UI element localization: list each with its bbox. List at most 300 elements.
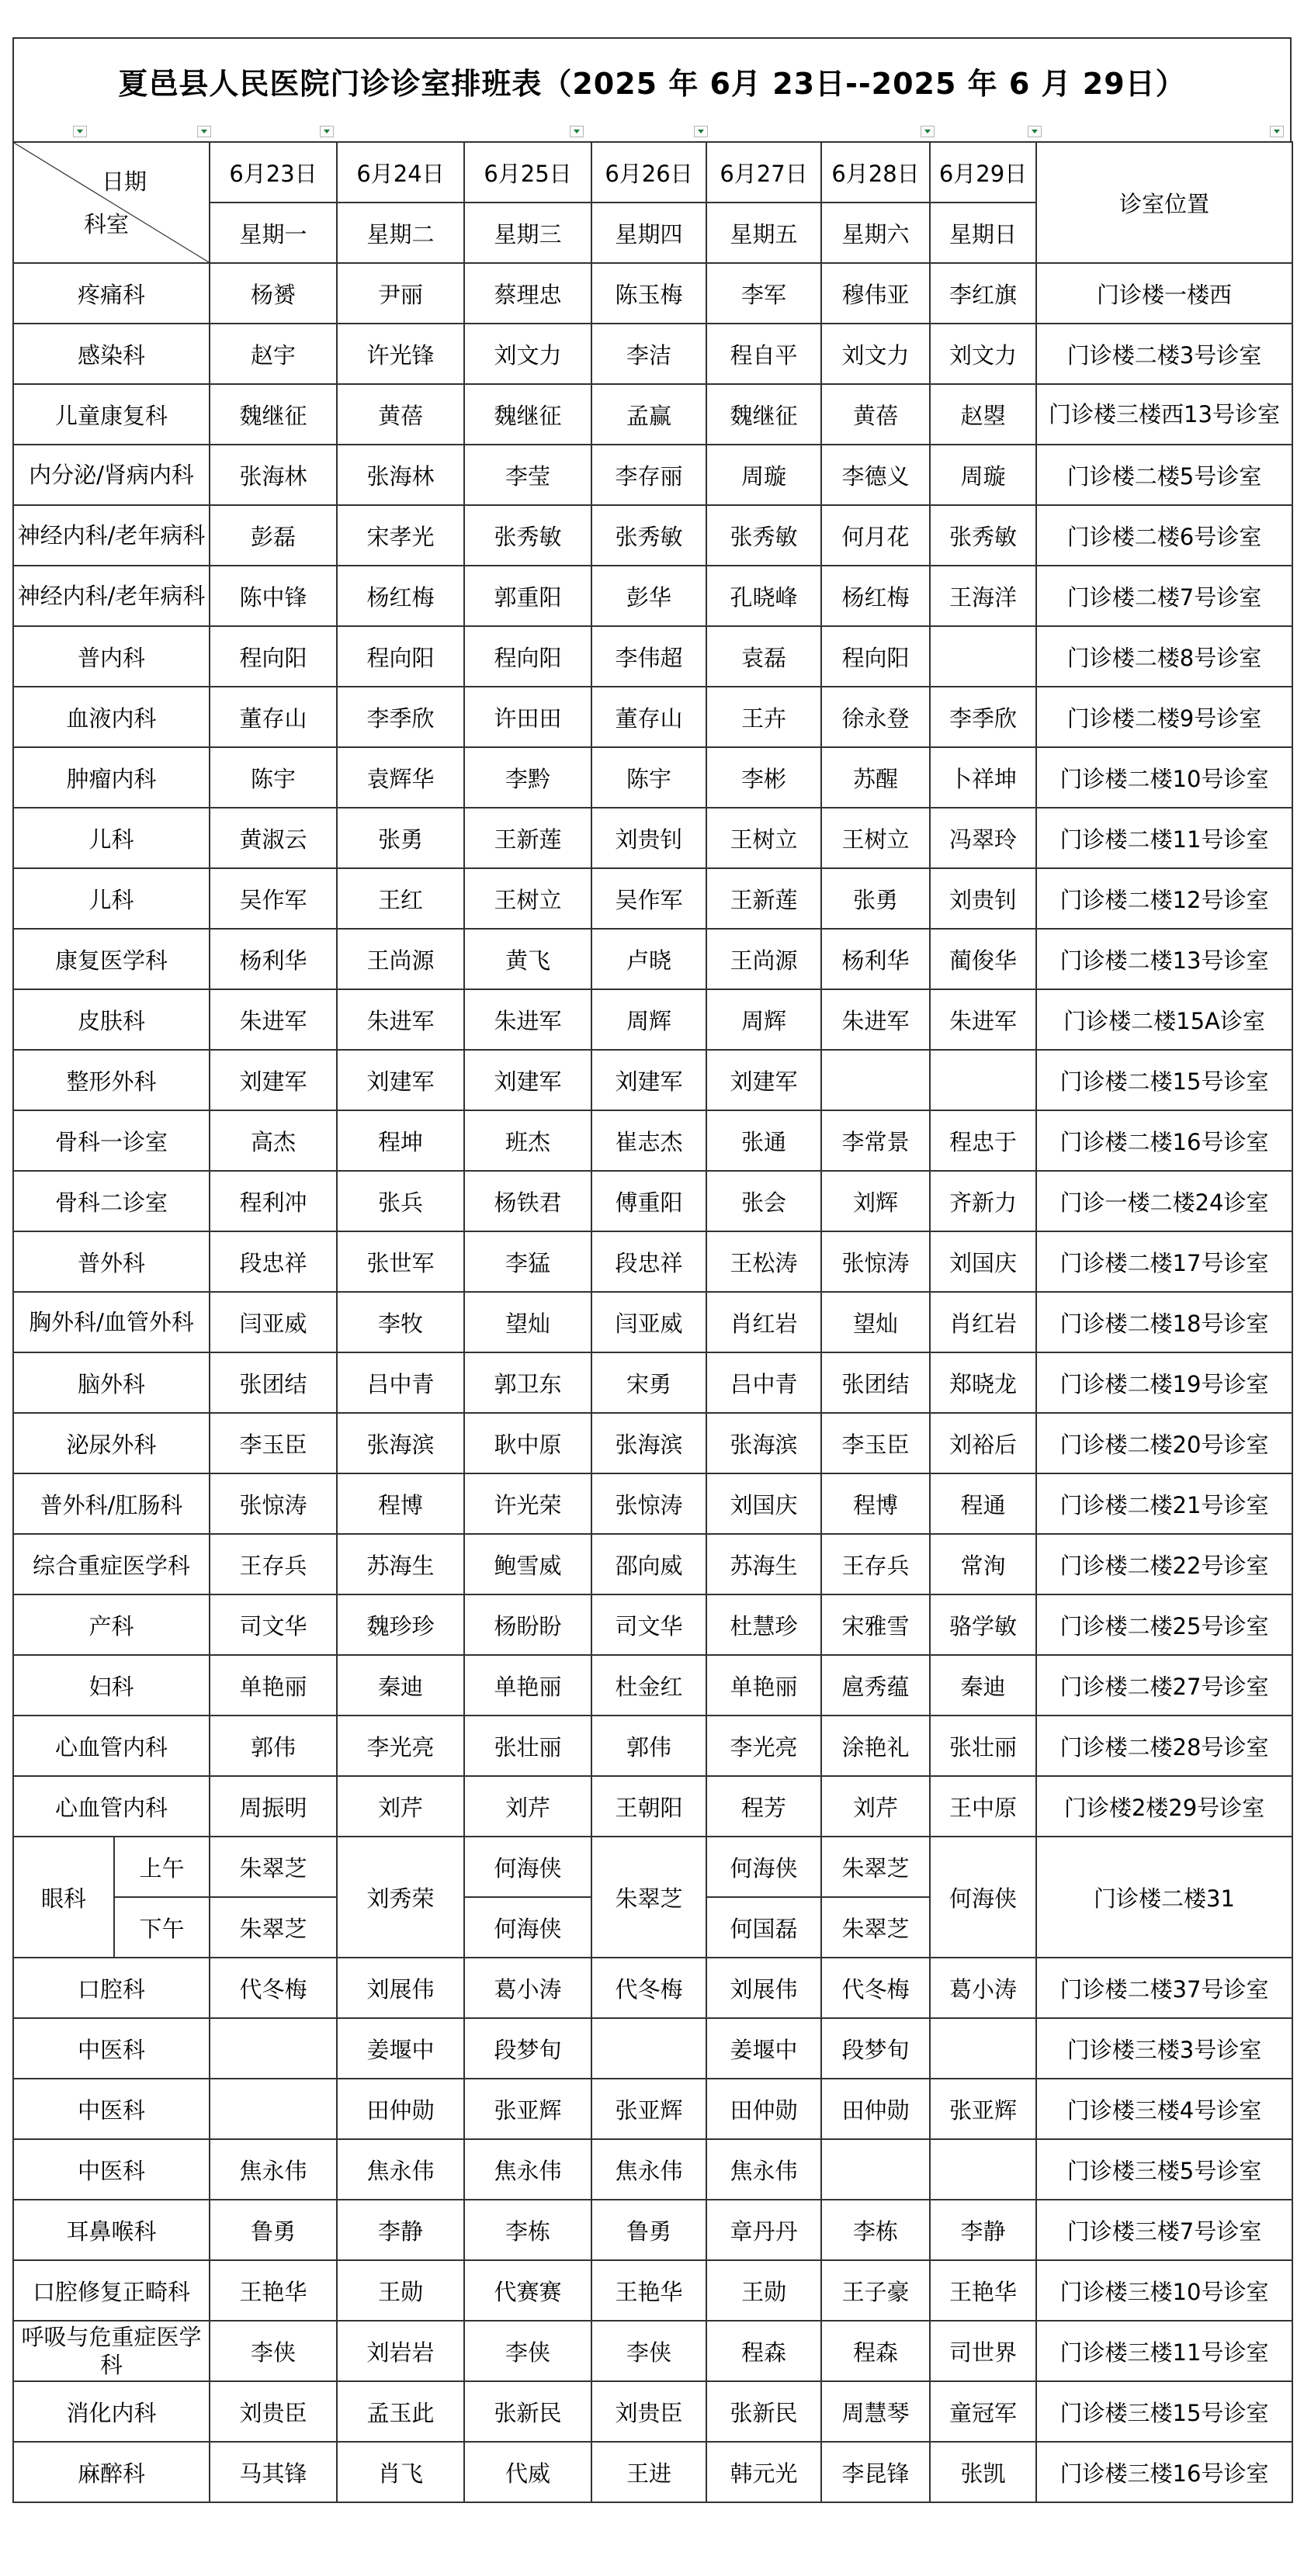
doctor-cell: 苏海生 [706,1534,821,1594]
doctor-cell: 望灿 [821,1292,930,1352]
dept-cell: 康复医学科 [13,929,210,989]
doctor-cell: 刘贵钊 [591,808,706,868]
doctor-cell: 朱进军 [464,989,591,1050]
table-row [13,1231,1292,1292]
location-cell: 门诊楼二楼21号诊室 [1036,1473,1292,1534]
doctor-cell: 刘国庆 [706,1473,821,1534]
location-cell: 门诊楼二楼5号诊室 [1036,445,1292,505]
doctor-cell: 程博 [337,1473,464,1534]
doctor-cell: 张亚辉 [591,2079,706,2139]
location-cell: 门诊楼二楼15A诊室 [1036,989,1292,1050]
table-row [13,808,1292,868]
doctor-cell: 郭伟 [591,1716,706,1776]
doctor-cell: 张会 [706,1171,821,1231]
doctor-cell: 李侠 [210,2321,337,2381]
doctor-cell: 张海林 [337,445,464,505]
doctor-cell: 王勋 [706,2260,821,2321]
doctor-cell: 黄蓓 [337,384,464,445]
doctor-cell: 刘贵钊 [930,868,1036,929]
doctor-cell: 程向阳 [337,626,464,687]
location-cell: 门诊楼三楼16号诊室 [1036,2442,1292,2502]
doctor-cell: 袁磊 [706,626,821,687]
doctor-cell: 邵向威 [591,1534,706,1594]
doctor-cell: 涂艳礼 [821,1716,930,1776]
doctor-cell: 魏珍珍 [337,1594,464,1655]
doctor-cell: 程向阳 [210,626,337,687]
doctor-cell: 周辉 [706,989,821,1050]
doctor-cell: 王红 [337,868,464,929]
doctor-cell: 何海侠 [706,1837,821,1897]
doctor-cell: 程博 [821,1473,930,1534]
table-row [13,868,1292,929]
doctor-cell: 刘贵臣 [210,2381,337,2442]
table-row [13,747,1292,808]
doctor-cell: 王新莲 [464,808,591,868]
header-weekday: 星期日 [930,203,1036,263]
doctor-cell: 段忠祥 [591,1231,706,1292]
doctor-cell: 张海滨 [591,1413,706,1473]
location-cell: 门诊楼二楼9号诊室 [1036,687,1292,747]
doctor-cell: 王存兵 [210,1534,337,1594]
doctor-cell: 穆伟亚 [821,263,930,324]
doctor-cell: 张亚辉 [930,2079,1036,2139]
doctor-cell: 李牧 [337,1292,464,1352]
dept-cell: 中医科 [13,2018,210,2079]
doctor-cell: 孔晓峰 [706,566,821,626]
doctor-cell: 张海滨 [337,1413,464,1473]
doctor-cell: 刘岩岩 [337,2321,464,2381]
location-cell: 门诊楼二楼7号诊室 [1036,566,1292,626]
doctor-cell: 扈秀蕴 [821,1655,930,1716]
doctor-cell: 单艳丽 [706,1655,821,1716]
doctor-cell: 代威 [464,2442,591,2502]
header-location: 诊室位置 [1036,142,1292,263]
doctor-cell: 刘裕后 [930,1413,1036,1473]
header-corner-cell [13,142,210,263]
doctor-cell: 王尚源 [706,929,821,989]
doctor-cell: 李德义 [821,445,930,505]
dept-cell: 皮肤科 [13,989,210,1050]
doctor-cell: 单艳丽 [464,1655,591,1716]
doctor-cell [930,2018,1036,2079]
doctor-cell: 董存山 [591,687,706,747]
doctor-cell: 何海侠 [464,1837,591,1897]
dept-cell: 普内科 [13,626,210,687]
doctor-cell: 刘建军 [210,1050,337,1110]
doctor-cell: 郭卫东 [464,1352,591,1413]
header-weekday: 星期五 [706,203,821,263]
location-cell: 门诊楼二楼15号诊室 [1036,1050,1292,1110]
location-cell: 门诊楼三楼西13号诊室 [1036,384,1292,445]
table-row [13,989,1292,1050]
doctor-cell: 代冬梅 [821,1958,930,2018]
location-cell: 门诊楼二楼37号诊室 [1036,1958,1292,2018]
doctor-cell: 徐永登 [821,687,930,747]
doctor-cell: 王朝阳 [591,1776,706,1837]
dept-cell: 神经内科/老年病科 [13,505,210,566]
dept-cell: 妇科 [13,1655,210,1716]
location-cell: 门诊楼二楼16号诊室 [1036,1110,1292,1171]
doctor-cell: 李常景 [821,1110,930,1171]
dept-cell: 血液内科 [13,687,210,747]
location-cell: 门诊楼三楼10号诊室 [1036,2260,1292,2321]
doctor-cell: 秦迪 [337,1655,464,1716]
location-cell: 门诊楼二楼17号诊室 [1036,1231,1292,1292]
doctor-cell: 吴作军 [591,868,706,929]
doctor-cell: 鲁勇 [210,2200,337,2260]
table-row [13,1716,1292,1776]
doctor-cell: 张惊涛 [210,1473,337,1534]
doctor-cell: 朱进军 [210,989,337,1050]
header-date: 6月28日 [821,142,930,203]
doctor-cell: 李季欣 [337,687,464,747]
schedule-table [12,141,1293,2503]
filter-row [12,123,1292,141]
schedule-sheet [12,37,1292,2503]
filter-dropdown-icon[interactable] [1270,126,1284,137]
doctor-cell: 王新莲 [706,868,821,929]
doctor-cell: 王尚源 [337,929,464,989]
table-row [13,929,1292,989]
doctor-cell: 李彬 [706,747,821,808]
doctor-cell: 田仲勋 [337,2079,464,2139]
doctor-cell: 程通 [930,1473,1036,1534]
doctor-cell: 朱进军 [930,989,1036,1050]
doctor-cell: 肖红岩 [930,1292,1036,1352]
filter-dropdown-icon[interactable] [197,126,211,137]
location-cell: 门诊楼二楼13号诊室 [1036,929,1292,989]
doctor-cell: 张凯 [930,2442,1036,2502]
doctor-cell: 张勇 [821,868,930,929]
doctor-cell [821,2139,930,2200]
doctor-cell: 张壮丽 [464,1716,591,1776]
table-row [13,1352,1292,1413]
doctor-cell: 王勋 [337,2260,464,2321]
doctor-cell: 傅重阳 [591,1171,706,1231]
doctor-cell: 刘展伟 [337,1958,464,2018]
doctor-cell: 朱进军 [821,989,930,1050]
filter-dropdown-icon[interactable] [694,126,708,137]
doctor-cell [821,1050,930,1110]
dept-cell: 中医科 [13,2079,210,2139]
doctor-cell: 王树立 [821,808,930,868]
table-row [13,324,1292,384]
doctor-cell: 刘建军 [464,1050,591,1110]
doctor-cell: 张新民 [464,2381,591,2442]
header-weekday: 星期三 [464,203,591,263]
filter-dropdown-icon[interactable] [320,126,334,137]
location-cell: 门诊楼三楼7号诊室 [1036,2200,1292,2260]
doctor-cell: 程芳 [706,1776,821,1837]
doctor-cell: 单艳丽 [210,1655,337,1716]
dept-cell: 儿科 [13,808,210,868]
dept-cell: 普外科 [13,1231,210,1292]
doctor-cell: 秦迪 [930,1655,1036,1716]
location-cell: 门诊楼一楼西 [1036,263,1292,324]
header-date: 6月25日 [464,142,591,203]
dept-cell: 综合重症医学科 [13,1534,210,1594]
doctor-cell: 李光亮 [337,1716,464,1776]
doctor-cell: 张秀敏 [930,505,1036,566]
doctor-cell: 班杰 [464,1110,591,1171]
dept-cell: 疼痛科 [13,263,210,324]
doctor-cell: 朱翠芝 [821,1897,930,1958]
doctor-cell: 王松涛 [706,1231,821,1292]
doctor-cell: 彭磊 [210,505,337,566]
doctor-cell: 焦永伟 [210,2139,337,2200]
doctor-cell: 刘国庆 [930,1231,1036,1292]
doctor-cell: 姜堰中 [706,2018,821,2079]
doctor-cell: 朱进军 [337,989,464,1050]
doctor-cell [210,2079,337,2139]
table-row [13,2079,1292,2139]
doctor-cell: 杨利华 [210,929,337,989]
doctor-cell: 杜金红 [591,1655,706,1716]
doctor-cell: 章丹丹 [706,2200,821,2260]
doctor-cell: 高杰 [210,1110,337,1171]
doctor-cell: 段梦旬 [464,2018,591,2079]
doctor-cell: 赵曌 [930,384,1036,445]
table-row [13,505,1292,566]
filter-dropdown-icon[interactable] [1028,126,1042,137]
doctor-cell: 杨红梅 [337,566,464,626]
doctor-cell: 张新民 [706,2381,821,2442]
doctor-cell: 吴作军 [210,868,337,929]
dept-cell: 骨科一诊室 [13,1110,210,1171]
corner-date-label: 日期 [101,168,147,195]
table-row [13,2200,1292,2260]
table-row [13,2260,1292,2321]
doctor-cell: 张勇 [337,808,464,868]
doctor-cell: 耿中原 [464,1413,591,1473]
doctor-cell: 朱翠芝 [210,1837,337,1897]
location-cell: 门诊楼二楼22号诊室 [1036,1534,1292,1594]
doctor-cell: 卢晓 [591,929,706,989]
doctor-cell: 郭重阳 [464,566,591,626]
doctor-cell: 葛小涛 [464,1958,591,2018]
doctor-cell: 肖红岩 [706,1292,821,1352]
doctor-cell: 陈宇 [210,747,337,808]
doctor-cell: 焦永伟 [337,2139,464,2200]
doctor-cell: 李侠 [464,2321,591,2381]
table-row [13,1050,1292,1110]
diagonal-divider [14,143,209,262]
table-row [13,2442,1292,2502]
dept-cell: 儿童康复科 [13,384,210,445]
doctor-cell: 程向阳 [464,626,591,687]
location-cell: 门诊楼三楼4号诊室 [1036,2079,1292,2139]
table-row [13,2139,1292,2200]
doctor-cell: 李季欣 [930,687,1036,747]
doctor-cell: 何国磊 [706,1897,821,1958]
doctor-cell: 陈中锋 [210,566,337,626]
doctor-cell [930,1050,1036,1110]
dept-cell: 脑外科 [13,1352,210,1413]
doctor-cell: 尹丽 [337,263,464,324]
doctor-cell: 李存丽 [591,445,706,505]
doctor-cell: 闫亚威 [591,1292,706,1352]
doctor-cell: 王艳华 [591,2260,706,2321]
dept-cell: 口腔科 [13,1958,210,2018]
location-cell: 门诊楼二楼6号诊室 [1036,505,1292,566]
doctor-cell: 吕中青 [706,1352,821,1413]
header-weekday: 星期一 [210,203,337,263]
doctor-cell: 孟赢 [591,384,706,445]
doctor-cell: 李玉臣 [210,1413,337,1473]
header-weekday: 星期二 [337,203,464,263]
header-date: 6月27日 [706,142,821,203]
dept-cell: 泌尿外科 [13,1413,210,1473]
doctor-cell: 张惊涛 [821,1231,930,1292]
doctor-cell: 李侠 [591,2321,706,2381]
doctor-cell: 蔺俊华 [930,929,1036,989]
header-date: 6月26日 [591,142,706,203]
doctor-cell: 朱翠芝 [821,1837,930,1897]
dept-cell: 胸外科/血管外科 [13,1292,210,1352]
doctor-cell: 杨红梅 [821,566,930,626]
doctor-cell: 代冬梅 [591,1958,706,2018]
filter-dropdown-icon[interactable] [570,126,584,137]
doctor-cell: 张世军 [337,1231,464,1292]
doctor-cell: 王树立 [706,808,821,868]
doctor-cell: 张秀敏 [706,505,821,566]
doctor-cell: 周辉 [591,989,706,1050]
location-cell: 门诊楼三楼5号诊室 [1036,2139,1292,2200]
header-row-dates [13,142,1292,203]
doctor-cell: 刘贵臣 [591,2381,706,2442]
dept-cell: 神经内科/老年病科 [13,566,210,626]
doctor-cell: 刘芹 [821,1776,930,1837]
doctor-cell: 王海洋 [930,566,1036,626]
dept-cell: 肿瘤内科 [13,747,210,808]
doctor-cell: 张海林 [210,445,337,505]
doctor-cell: 张海滨 [706,1413,821,1473]
doctor-cell: 董存山 [210,687,337,747]
doctor-cell: 程自平 [706,324,821,384]
filter-dropdown-icon[interactable] [73,126,87,137]
doctor-cell: 杨利华 [821,929,930,989]
table-row [13,445,1292,505]
doctor-cell: 何海侠 [464,1897,591,1958]
dept-cell: 心血管内科 [13,1776,210,1837]
dept-cell: 感染科 [13,324,210,384]
doctor-cell: 张团结 [821,1352,930,1413]
doctor-cell: 王中原 [930,1776,1036,1837]
doctor-cell: 代赛赛 [464,2260,591,2321]
doctor-cell: 张亚辉 [464,2079,591,2139]
doctor-cell: 李猛 [464,1231,591,1292]
table-row [13,1473,1292,1534]
doctor-cell: 程坤 [337,1110,464,1171]
doctor-cell: 程向阳 [821,626,930,687]
doctor-cell: 李静 [337,2200,464,2260]
doctor-cell: 魏继征 [464,384,591,445]
doctor-cell: 刘建军 [591,1050,706,1110]
dept-cell: 消化内科 [13,2381,210,2442]
table-row [13,2321,1292,2381]
doctor-cell: 程森 [706,2321,821,2381]
doctor-cell: 王进 [591,2442,706,2502]
dept-cell: 麻醉科 [13,2442,210,2502]
dept-cell: 普外科/肛肠科 [13,1473,210,1534]
doctor-cell: 郑晓龙 [930,1352,1036,1413]
header-weekday: 星期六 [821,203,930,263]
doctor-cell: 李玉臣 [821,1413,930,1473]
doctor-cell: 黄淑云 [210,808,337,868]
doctor-cell: 周慧琴 [821,2381,930,2442]
doctor-cell: 何月花 [821,505,930,566]
table-row [13,1655,1292,1716]
doctor-cell: 王树立 [464,868,591,929]
doctor-cell: 刘芹 [337,1776,464,1837]
doctor-cell: 宋勇 [591,1352,706,1413]
doctor-cell: 陈玉梅 [591,263,706,324]
doctor-cell: 司文华 [591,1594,706,1655]
doctor-cell: 张秀敏 [464,505,591,566]
table-row [13,1292,1292,1352]
doctor-cell: 司文华 [210,1594,337,1655]
doctor-cell: 李洁 [591,324,706,384]
dept-cell: 产科 [13,1594,210,1655]
doctor-cell: 王艳华 [930,2260,1036,2321]
location-cell: 门诊楼二楼8号诊室 [1036,626,1292,687]
location-cell: 门诊楼二楼10号诊室 [1036,747,1292,808]
doctor-cell: 杨盼盼 [464,1594,591,1655]
location-cell: 门诊楼二楼3号诊室 [1036,324,1292,384]
table-row-eye-am [13,1837,1292,1897]
dept-cell: 中医科 [13,2139,210,2200]
location-cell: 门诊楼二楼12号诊室 [1036,868,1292,929]
doctor-cell: 吕中青 [337,1352,464,1413]
doctor-cell: 刘辉 [821,1171,930,1231]
doctor-cell: 葛小涛 [930,1958,1036,2018]
doctor-cell: 焦永伟 [591,2139,706,2200]
dept-cell: 眼科 [13,1837,114,1958]
doctor-cell: 刘建军 [706,1050,821,1110]
doctor-cell: 许光锋 [337,324,464,384]
doctor-cell: 李栋 [821,2200,930,2260]
doctor-cell: 肖飞 [337,2442,464,2502]
doctor-cell: 周璇 [706,445,821,505]
doctor-cell: 鲁勇 [591,2200,706,2260]
doctor-cell: 望灿 [464,1292,591,1352]
doctor-cell: 焦永伟 [706,2139,821,2200]
doctor-cell: 朱翠芝 [591,1837,706,1958]
doctor-cell [930,2139,1036,2200]
location-cell: 门诊楼二楼11号诊室 [1036,808,1292,868]
doctor-cell: 李静 [930,2200,1036,2260]
doctor-cell: 许光荣 [464,1473,591,1534]
doctor-cell: 王艳华 [210,2260,337,2321]
doctor-cell: 鲍雪威 [464,1534,591,1594]
table-row [13,1413,1292,1473]
table-row [13,687,1292,747]
filter-dropdown-icon[interactable] [921,126,935,137]
dept-cell: 整形外科 [13,1050,210,1110]
doctor-cell: 焦永伟 [464,2139,591,2200]
doctor-cell: 李黔 [464,747,591,808]
doctor-cell: 赵宇 [210,324,337,384]
location-cell: 门诊楼三楼15号诊室 [1036,2381,1292,2442]
table-row [13,1171,1292,1231]
header-date: 6月29日 [930,142,1036,203]
location-cell: 门诊楼二楼25号诊室 [1036,1594,1292,1655]
doctor-cell: 陈宇 [591,747,706,808]
doctor-cell: 黄蓓 [821,384,930,445]
location-cell: 门诊楼三楼3号诊室 [1036,2018,1292,2079]
doctor-cell: 周璇 [930,445,1036,505]
doctor-cell: 姜堰中 [337,2018,464,2079]
